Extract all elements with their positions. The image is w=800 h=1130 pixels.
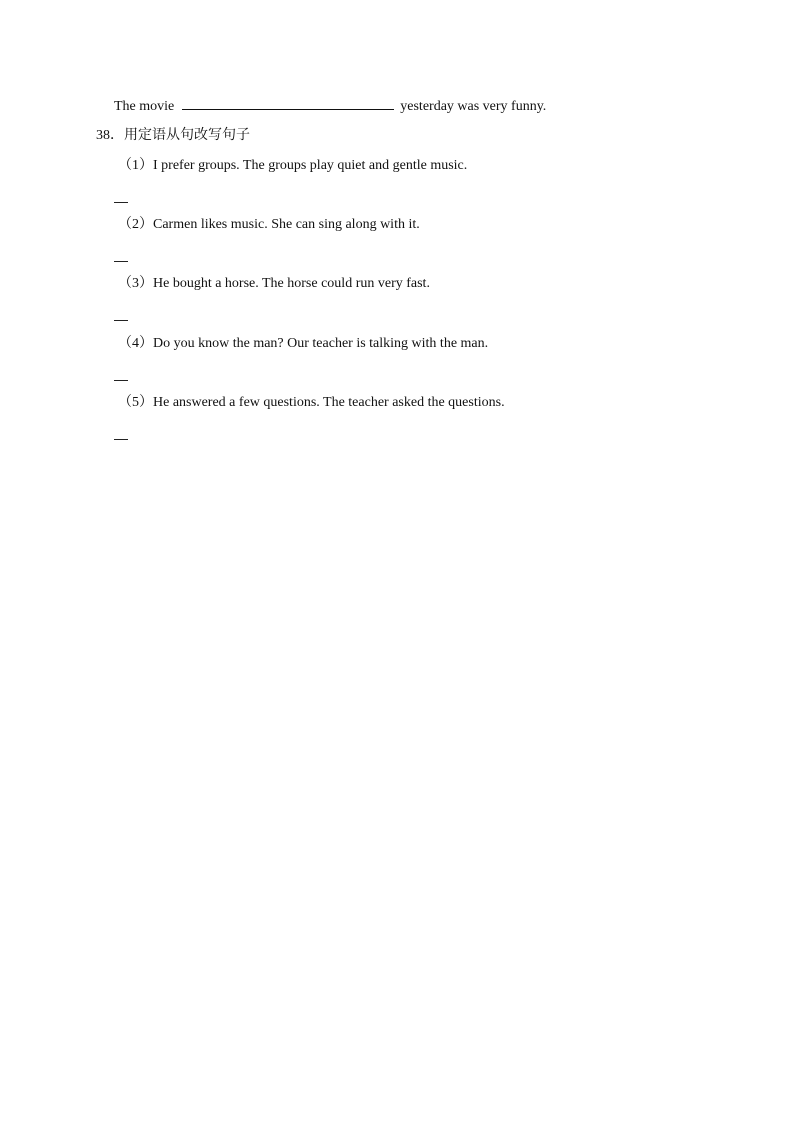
fill-blank-sentence [114, 97, 546, 116]
question-heading [96, 127, 250, 145]
item-label: （1） [118, 158, 153, 173]
answer-line-4[interactable] [114, 380, 128, 381]
question-item-3 [118, 275, 430, 293]
answer-line-5[interactable] [114, 439, 128, 440]
item-label: （2） [118, 217, 153, 232]
item-label: （3） [118, 276, 153, 291]
question-item-2 [118, 216, 420, 234]
item-text: I prefer groups. The groups play quiet and gentle music. [153, 158, 468, 173]
item-text: Carmen likes music. She can sing along with it. [153, 217, 420, 232]
item-text: He bought a horse. The horse could run very fast. [153, 276, 430, 291]
item-label: （5） [118, 395, 153, 410]
question-item-1 [118, 157, 467, 175]
question-item-5 [118, 394, 505, 412]
question-number: 38． [96, 128, 124, 143]
sentence-start: The movie [114, 99, 175, 114]
item-text: Do you know the man? Our teacher is talking with the man. [153, 336, 489, 351]
item-text: He answered a few questions. The teacher asked the questions. [153, 395, 505, 410]
answer-line-1[interactable] [114, 202, 128, 203]
answer-line-3[interactable] [114, 320, 128, 321]
answer-line-2[interactable] [114, 261, 128, 262]
item-label: （4） [118, 336, 153, 351]
sentence-end: yesterday was very funny. [400, 99, 547, 114]
question-title: 用定语从句改写句子 [124, 128, 250, 143]
answer-blank[interactable] [182, 97, 394, 110]
question-item-4 [118, 335, 488, 353]
